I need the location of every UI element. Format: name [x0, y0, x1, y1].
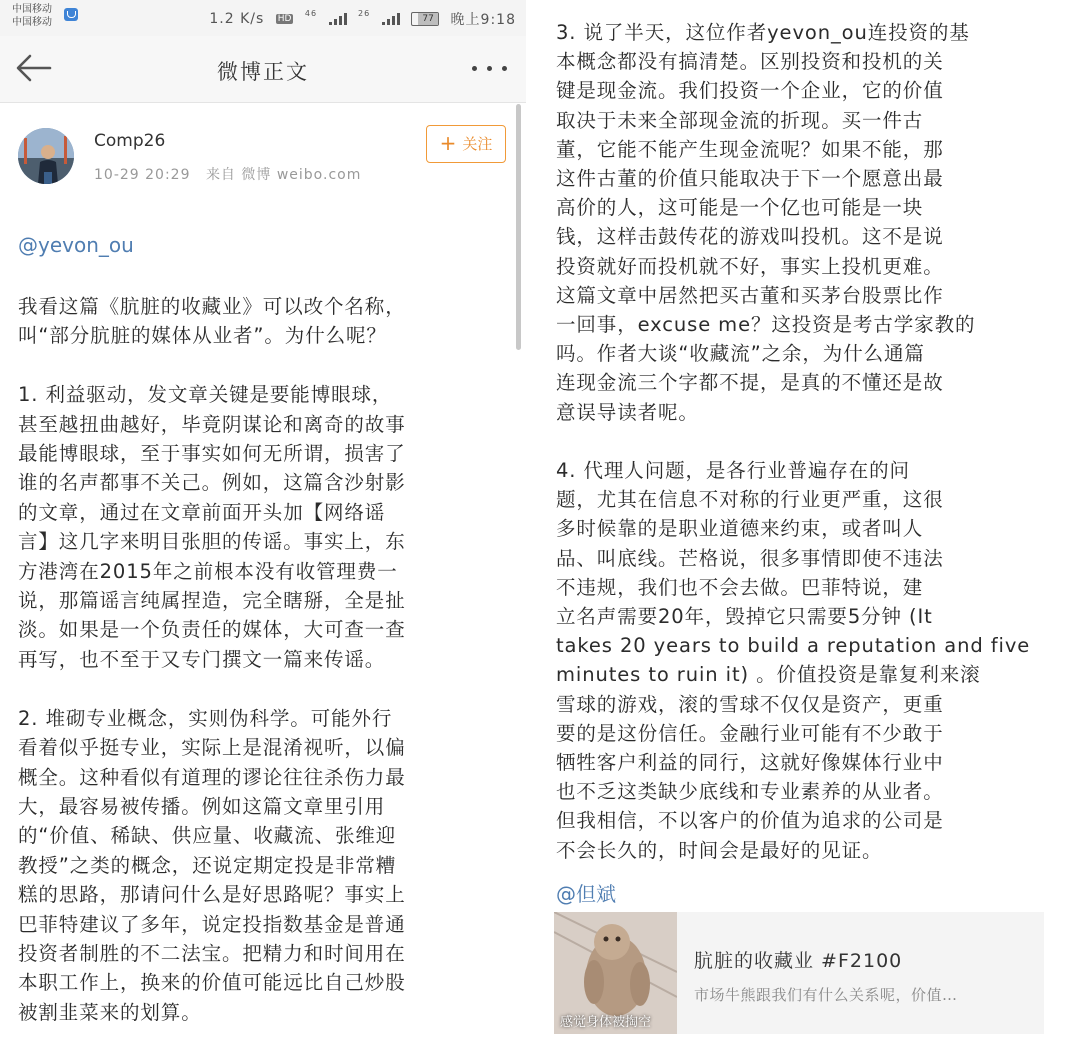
- follow-label: 关注: [462, 135, 493, 153]
- signal-2: 26: [358, 9, 371, 18]
- avatar[interactable]: [18, 128, 74, 184]
- post-meta: [94, 164, 361, 184]
- plus-icon: +: [439, 131, 457, 155]
- card-thumbnail: [554, 912, 677, 1034]
- status-indicators: [203, 9, 516, 29]
- signal-icon-2: [382, 13, 400, 25]
- screenshot-left: [0, 0, 526, 1058]
- author-name[interactable]: Comp26: [94, 131, 166, 151]
- status-bar: [0, 0, 526, 36]
- notification-icon: [64, 8, 78, 21]
- screenshot-right: [540, 0, 1080, 1058]
- battery-icon: 77: [411, 12, 439, 26]
- carrier-1: 中国移动: [12, 4, 52, 15]
- follow-button[interactable]: [426, 125, 506, 163]
- mention-link[interactable]: @yevon_ou: [18, 233, 134, 257]
- nav-bar: [0, 36, 526, 103]
- post-time: 10-29 20:29: [94, 167, 191, 183]
- scrollbar[interactable]: [516, 104, 521, 350]
- mention-link-bottom[interactable]: @但斌: [556, 882, 616, 906]
- signal-icon: [329, 13, 347, 25]
- thumb-caption: 感觉身体被掏空: [560, 1015, 652, 1030]
- signal-1: 46: [304, 9, 318, 18]
- more-dots-icon[interactable]: [470, 54, 510, 84]
- linked-article-card[interactable]: [554, 912, 1044, 1034]
- card-description: 市场牛熊跟我们有什么关系呢，价值…: [694, 986, 958, 1004]
- post-source: 来自 微博 weibo.com: [205, 167, 362, 183]
- carrier-2: 中国移动: [12, 17, 52, 28]
- network-speed: 1.2 K/s: [209, 11, 265, 27]
- carrier-labels: [12, 3, 52, 29]
- card-title: 肮脏的收藏业 #F2100: [694, 950, 903, 972]
- divider: [526, 0, 540, 1058]
- page-title: 微博正文: [217, 60, 309, 84]
- post-body-right: 3. 说了半天，这位作者yevon_ou连投资的基 本概念都没有搞清楚。区别投资和投机的关 键是现金流。我们投资一个企业，它的价值 取决于未来全部现金流的折现。买一件古 董，它能不能产生现金流呢？如果不能，那 这件古董的价值只能取决于下一个愿意出最 高价的人，这可能是一个亿也可能是一块 钱，这样击鼓传花的游戏叫投机。这不是说 投资就好而投机就不好，事实上投机更难。 这篇文章中居然把买古董和买茅台股票比作 一回事，excuse me？这投资是考古学家教的 吗。作者大谈“收藏流”之余，为什么通篇 连现金流三个字都不提，是真的不懂还是故 意误导读者呢。 4. 代理人问题，是各行业普遍存在的问 题，尤其在信息不对称的行业更严重，这很 多时候靠的是职业道德来约束，或者叫人 品、叫底线。芒格说，很多事情即使不违法 不违规，我们也不会去做。巴菲特说，建 立名声需要20年，毁掉它只需要5分钟 (It takes 20 years to build a reputation and five minutes to ruin it) 。价值投资是靠复利来滚 雪球的游戏，滚的雪球不仅仅是资产，更重 要的是这份信任。金融行业可能有不少敢于 牺牲客户利益的同行，这就好像媒体行业中 也不乏这类缺少底线和专业素养的从业者。 但我相信，不以客户的价值为追求的公司是 不会长久的，时间会是最好的见证。: [556, 21, 1031, 862]
- hd-icon: HD: [277, 14, 292, 24]
- clock: 晚上9:18: [450, 12, 516, 28]
- post-body-left: 我看这篇《肮脏的收藏业》可以改个名称， 叫“部分肮脏的媒体从业者”。为什么呢？ 1. 利益驱动，发文章关键是要能博眼球， 甚至越扭曲越好，毕竟阴谋论和离奇的故事 最能博眼球，至于事实如何无所谓，损害了 谁的名声都事不关己。例如，这篇含沙射影 的文章，通过在文章前面开头加【网络谣 言】这几字来明目张胆的传谣。事实上，东 方港湾在2015年之前根本没有收管理费一 说，那篇谣言纯属捏造，完全瞎掰，全是扯 淡。如果是一个负责任的媒体，大可查一查 再写，也不至于又专门撰文一篇来传谣。 2. 堆砌专业概念，实则伪科学。可能外行 看着似乎挺专业，实际上是混淆视听，以偏 概全。这种看似有道理的谬论往往杀伤力最 大，最容易被传播。例如这篇文章里引用 的“价值、稀缺、供应量、收藏流、张维迎 教授”之类的概念，还说定期定投是非常糟 糕的思路，那请问什么是好思路呢？事实上 巴菲特建议了多年，说定投指数基金是普通 投资者制胜的不二法宝。把精力和时间用在 本职工作上，换来的价值可能远比自己炒股 被割韭菜来的划算。: [18, 295, 406, 1024]
